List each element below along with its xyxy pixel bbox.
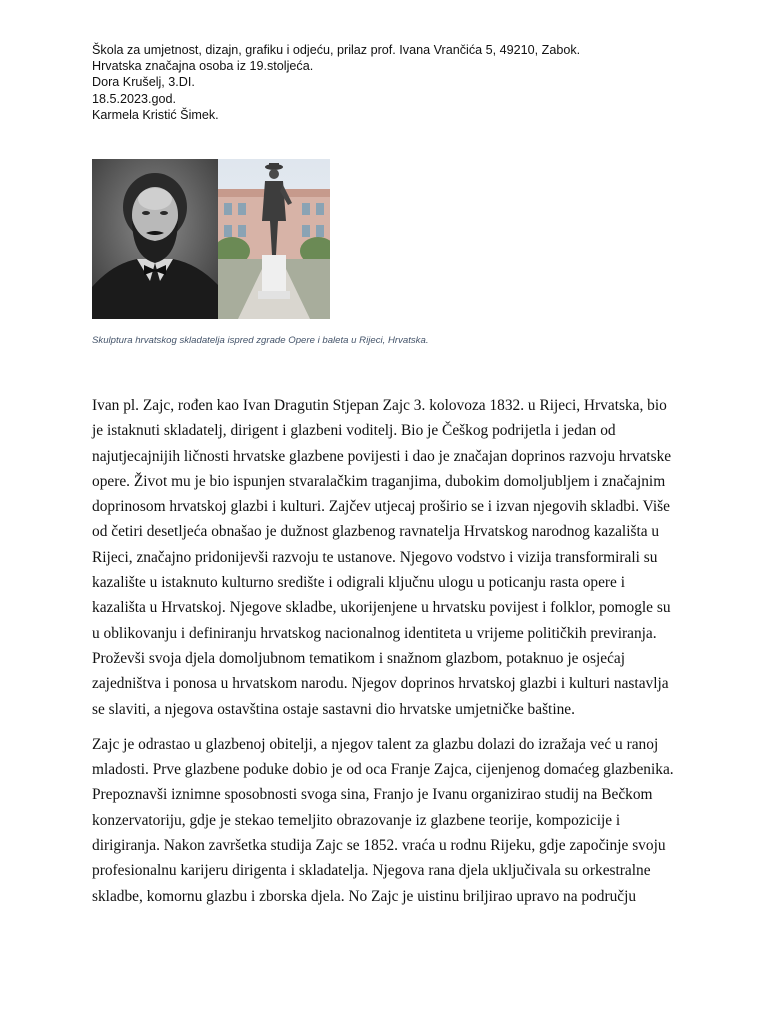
document-body <box>92 393 682 919</box>
text-line: Rijeci, značajno pridonijevši razvoju te ustanove. Njegovo vodstvo i vizija transformirali su <box>92 548 658 566</box>
text-line: Prepoznavši iznimne sposobnosti svoga sina, Franjo je Ivanu organizirao studij na Bečkom <box>92 786 653 804</box>
text-line: profesionalnu karijeru dirigenta i skladatelja. Njegova rana djela uključivala su orkestralne <box>92 862 651 880</box>
text-line: se slaviti, a njegova ostavština ostaje sastavni dio hrvatske umjetničke baštine. <box>92 700 575 718</box>
text-line: zajedništva i ponosa u hrvatskom narodu. Njegov doprinos hrvatskoj glazbi i kulturi nastavlja <box>92 675 669 693</box>
text-line: Ivan pl. Zajc, rođen kao Ivan Dragutin Stjepan Zajc 3. kolovoza 1832. u Rijeci, Hrvatska, bio <box>92 397 667 414</box>
document-header <box>92 42 712 123</box>
statue-photo <box>218 159 330 319</box>
text-line: najutjecajnijih ličnosti hrvatske glazbene povijesti i dao je značajan doprinos razvoju hrvatske <box>92 447 672 465</box>
text-line: je istaknuti skladatelj, dirigent i glazbeni voditelj. Bio je Češkog podrijetla i jedan od <box>92 422 616 440</box>
figure-photos <box>92 159 330 319</box>
teacher-line: Karmela Kristić Šimek. <box>92 107 219 122</box>
portrait-photo <box>92 159 218 319</box>
text-line: doprinosom hrvatskoj glazbi i kulturi. Zajčev utjecaj proširio se i izvan njegovih skladbi. Više <box>92 498 670 516</box>
text-line: Proževši svoja djela domoljubnom tematikom i snažnom glazbom, potaknuo je osjećaj <box>92 649 626 667</box>
subject-line: Hrvatska značajna osoba iz 19.stoljeća. <box>92 59 314 74</box>
school-line: Škola za umjetnost, dizajn, grafiku i odjeću, prilaz prof. Ivana Vrančića 5, 49210, Zabok. <box>92 43 581 57</box>
text-line: Zajc je odrastao u glazbenoj obitelji, a njegov talent za glazbu dolazi do izražaja već u ranoj <box>92 735 659 753</box>
text-line: dirigiranja. Nakon završetka studija Zajc se 1852. vraća u rodnu Rijeku, gdje započinje svoju <box>92 837 666 855</box>
text-line: skladbe, komornu glazbu i zborska djela. No Zajc je uistinu briljirao upravo na području <box>92 887 637 905</box>
figure-caption: Skulptura hrvatskog skladatelja ispred zgrade Opere i baleta u Rijeci, Hrvatska. <box>92 335 429 346</box>
text-line: opere. Život mu je bio ispunjen stvaralačkim traganjima, dubokim domoljubljem i značajnim <box>92 472 666 490</box>
text-line: mladosti. Prve glazbene poduke dobio je od oca Franje Zajca, cijenjenog domaćeg glazbenika. <box>92 761 674 779</box>
text-line: kazalište u istaknuto kulturno središte i odigrali ključnu ulogu u poticanju rasta opere i <box>92 574 625 592</box>
student-line: Dora Krušelj, 3.DI. <box>92 75 195 90</box>
date-line: 18.5.2023.god. <box>92 91 177 106</box>
text-line: od četiri desetljeća obnašao je dužnost glazbenog ravnatelja Hrvatskog narodnog kazališta u <box>92 523 660 541</box>
text-line: kazališta u Hrvatskoj. Njegove skladbe, ukorijenjene u hrvatsku povijest i folklor, pomogle su <box>92 599 671 617</box>
text-line: konzervatoriju, gdje je stekao temeljito obrazovanje iz glazbene teorije, kompozicije i <box>92 811 621 829</box>
paragraph-1 <box>92 393 682 722</box>
paragraph-2 <box>92 732 682 909</box>
text-line: u oblikovanju i definiranju hrvatskog nacionalnog identiteta u vrijeme političkih previranja. <box>92 624 657 642</box>
